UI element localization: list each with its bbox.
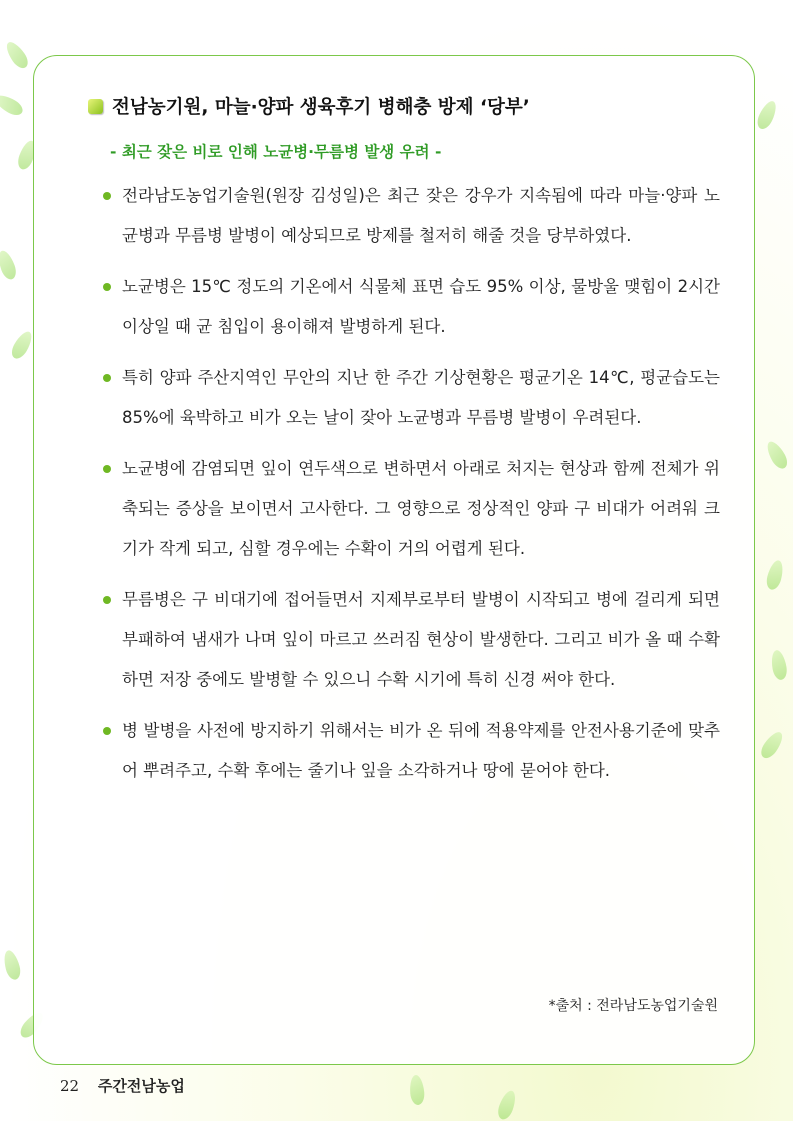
green-square-icon	[88, 99, 103, 114]
bullet-dot-icon	[103, 192, 111, 200]
paragraph-text: 전라남도농업기술원(원장 김성일)은 최근 잦은 강우가 지속됨에 따라 마늘·양파 노균병과 무름병 발병이 예상되므로 방제를 철저히 해줄 것을 당부하였다.	[122, 186, 720, 245]
bullet-dot-icon	[103, 465, 111, 473]
leaf-decoration	[0, 91, 25, 118]
paragraph-text: 무름병은 구 비대기에 접어들면서 지제부로부터 발병이 시작되고 병에 걸리게 되면 부패하여 냄새가 나며 잎이 마르고 쓰러짐 현상이 발생한다. 그리고 비가 올 때 수확하면 저장 중에도 발병할 수 있으니 수확 시기에 특히 신경 써야 한다.	[122, 590, 720, 689]
paragraph-text: 노균병에 감염되면 잎이 연두색으로 변하면서 아래로 처지는 현상과 함께 전체가 위축되는 증상을 보이면서 고사한다. 그 영향으로 정상적인 양파 구 비대가 어려워 크기가 작게 되고, 심할 경우에는 수확이 거의 어렵게 된다.	[122, 459, 720, 558]
paragraph-text: 특히 양파 주산지역인 무안의 지난 한 주간 기상현황은 평균기온 14℃, 평균습도는 85%에 육박하고 비가 오는 날이 잦아 노균병과 무름병 발병이 우려된다.	[122, 368, 720, 427]
leaf-decoration	[770, 649, 789, 681]
paragraph	[100, 267, 720, 347]
source-note: *출처 : 전라남도농업기술원	[548, 998, 718, 1014]
leaf-decoration	[758, 729, 787, 762]
leaf-decoration	[763, 439, 790, 472]
bullet-dot-icon	[103, 374, 111, 382]
bullet-dot-icon	[103, 283, 111, 291]
paragraph	[100, 711, 720, 791]
page-number: 22	[60, 1077, 80, 1095]
article-body	[100, 176, 720, 802]
publication-name: 주간전남농업	[97, 1077, 185, 1095]
leaf-decoration	[3, 39, 32, 72]
leaf-decoration	[1, 949, 22, 982]
paragraph	[100, 176, 720, 256]
paragraph	[100, 449, 720, 569]
paragraph	[100, 580, 720, 700]
leaf-decoration	[495, 1089, 518, 1122]
paragraph	[100, 358, 720, 438]
page-footer	[60, 1075, 185, 1096]
bullet-dot-icon	[103, 727, 111, 735]
bullet-dot-icon	[103, 596, 111, 604]
leaf-decoration	[764, 559, 785, 592]
article-title-row	[88, 93, 748, 119]
article-subtitle: - 최근 잦은 비로 인해 노균병·무름병 발생 우려 -	[110, 143, 442, 161]
leaf-decoration	[754, 98, 779, 131]
paragraph-text: 노균병은 15℃ 정도의 기온에서 식물체 표면 습도 95% 이상, 물방울 맺힘이 2시간 이상일 때 균 침입이 용이해져 발병하게 된다.	[122, 277, 720, 336]
article-title: 전남농기원, 마늘·양파 생육후기 병해충 방제 ‘당부’	[112, 97, 530, 118]
leaf-decoration	[409, 1074, 426, 1105]
leaf-decoration	[8, 329, 35, 362]
leaf-decoration	[0, 249, 19, 282]
paragraph-text: 병 발병을 사전에 방지하기 위해서는 비가 온 뒤에 적용약제를 안전사용기준에 맞추어 뿌려주고, 수확 후에는 줄기나 잎을 소각하거나 땅에 묻어야 한다.	[122, 721, 720, 780]
